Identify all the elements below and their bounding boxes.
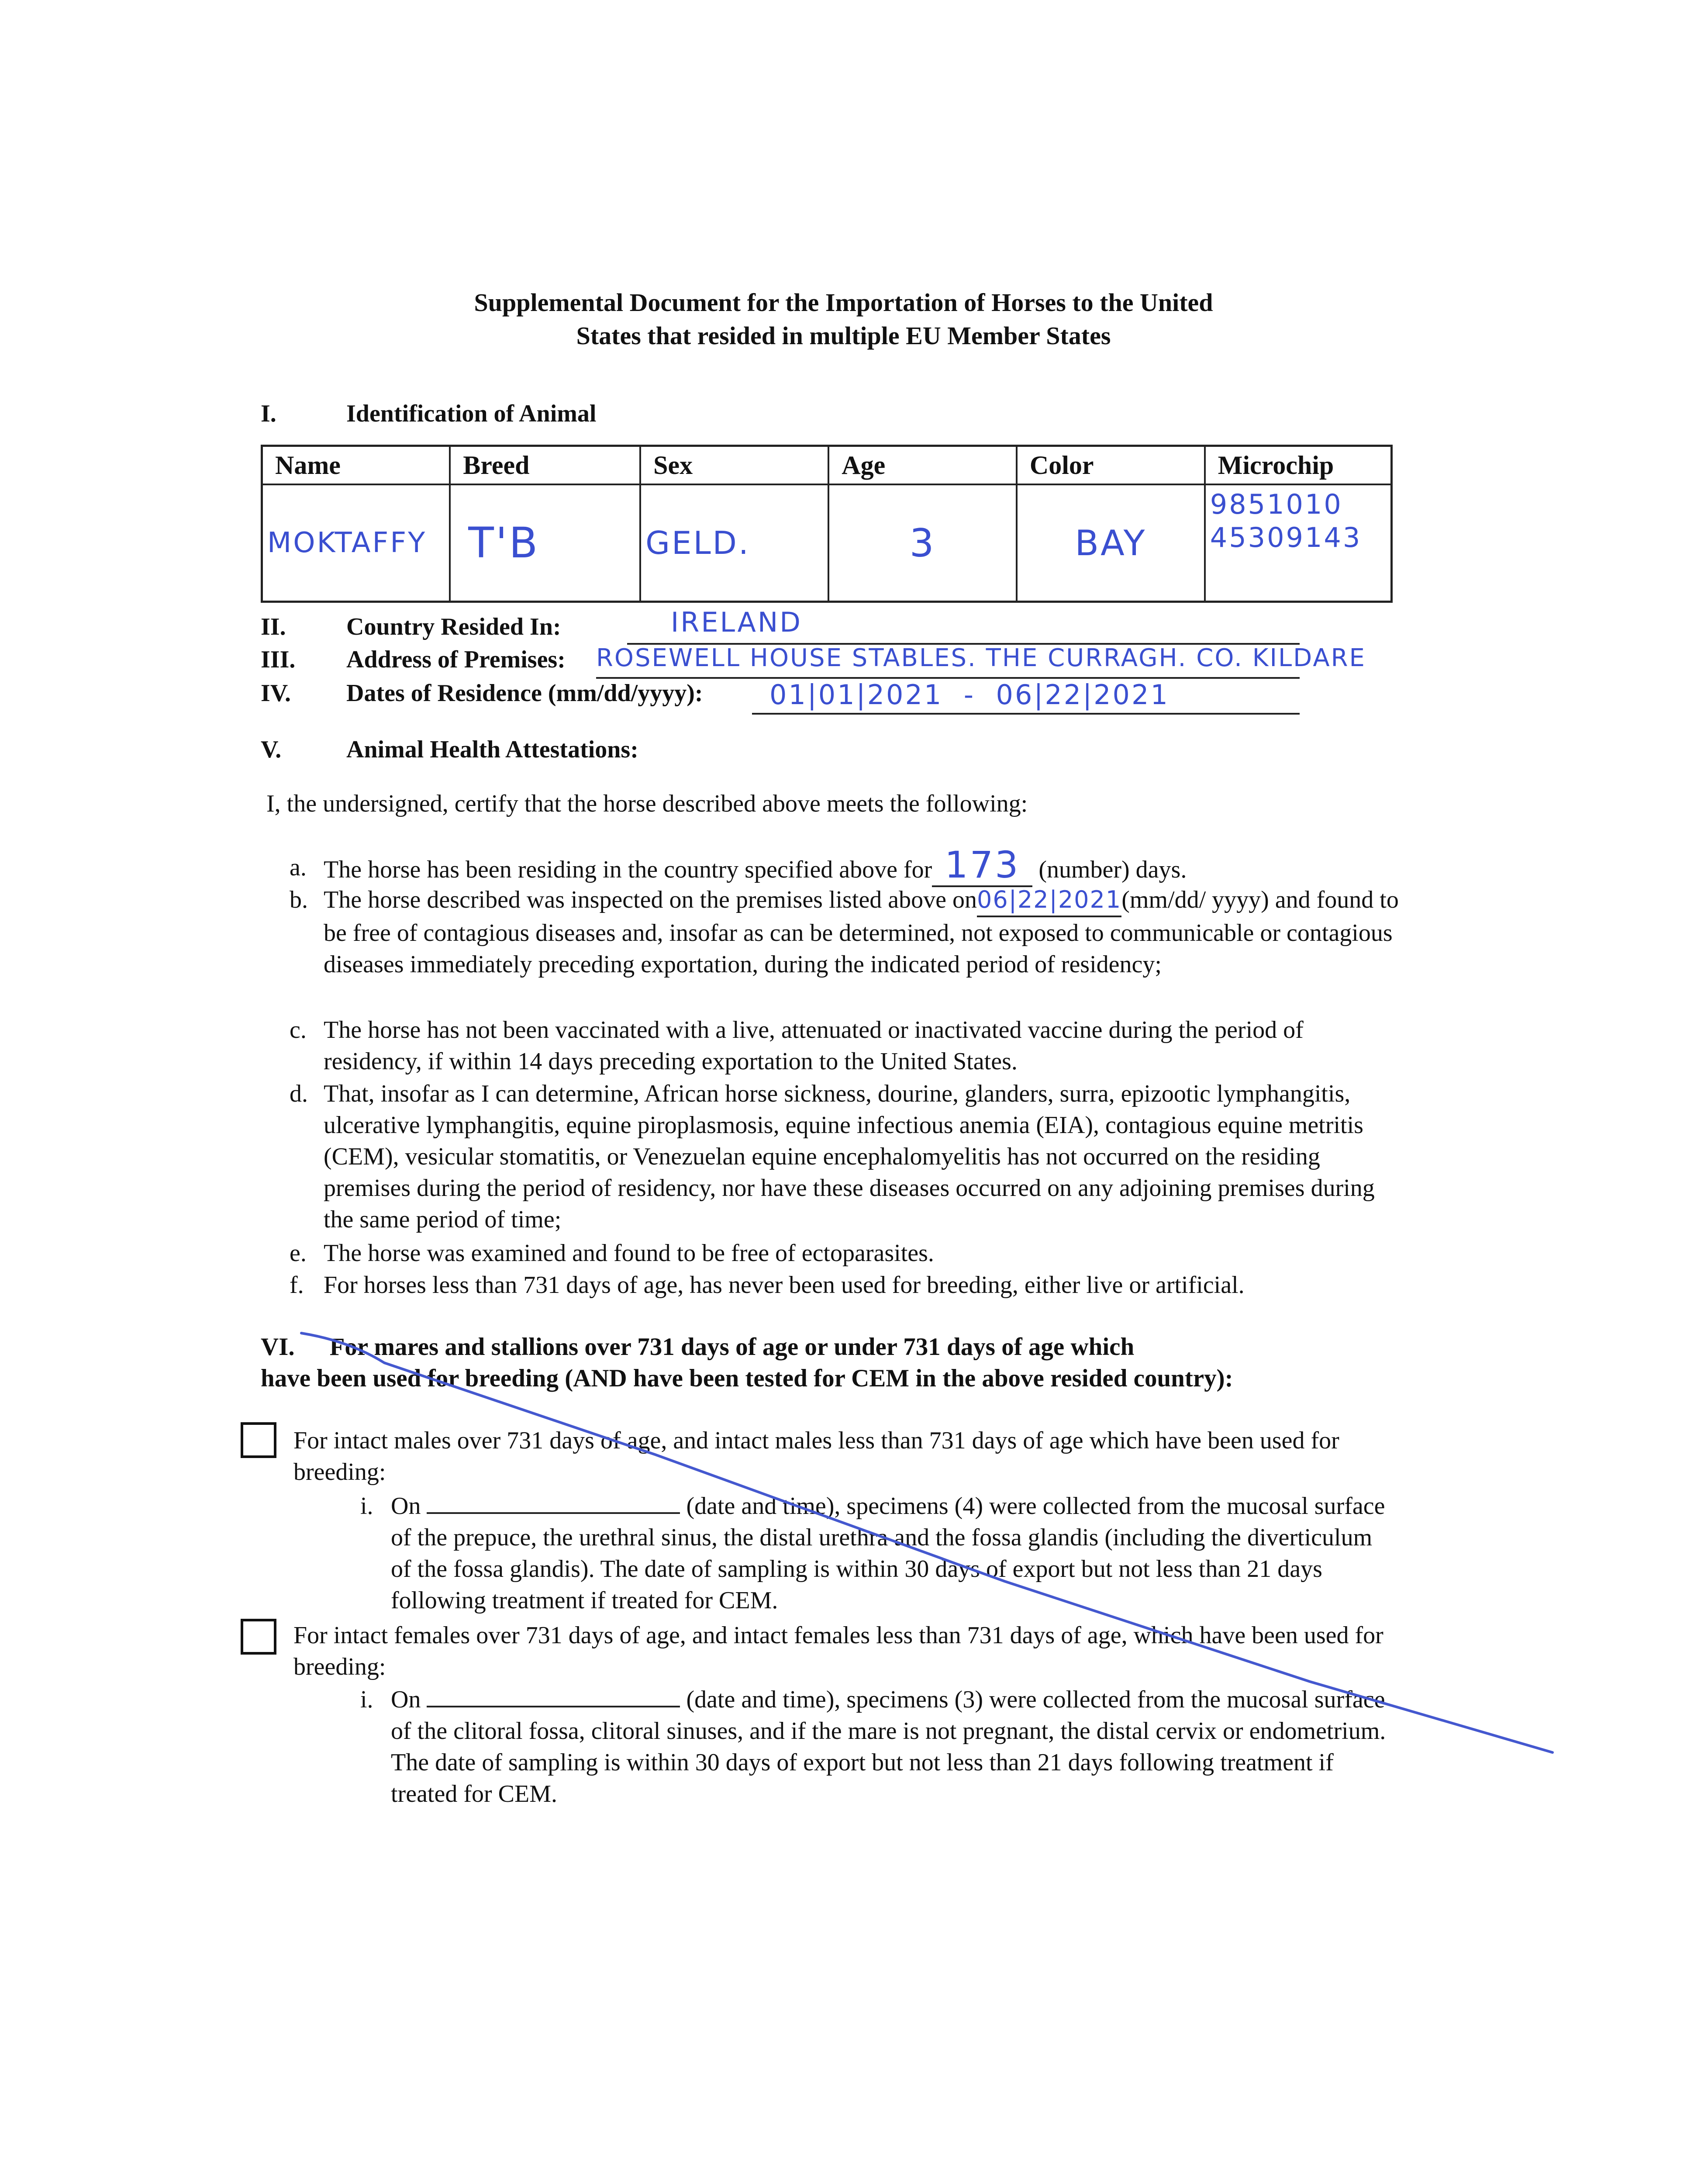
section-4-label: Dates of Residence (mm/dd/yyyy): [346,680,703,707]
item-a-text-before: The horse has been residing in the country specified above for [324,856,932,883]
item-c-text: The horse has not been vaccinated with a live, attenuated or inactivated vaccine during the period of residency, if within 14 days preceding exportation to the United States. [324,1016,1304,1075]
item-label: d. [290,1080,308,1107]
item-label: e. [290,1240,307,1267]
premises-address-value: ROSEWELL HOUSE STABLES. THE CURRAGH. CO. KILDARE [596,644,1366,672]
animal-name-field[interactable]: MOKTAFFY [262,484,450,602]
attestation-intro: I, the undersigned, certify that the horse described above meets the following: [266,790,1028,817]
item-label: f. [290,1272,304,1299]
microchip-line-1: 9851010 [1210,488,1343,520]
males-on-label: On [391,1493,421,1520]
country-value: IRELAND [671,606,803,638]
males-item-label: i. [360,1493,373,1520]
column-header-sex: Sex [640,446,828,485]
males-section-text: For intact males over 731 days of age, and intact males less than 731 days of age which have been used for breeding: [293,1427,1339,1486]
animal-color-field[interactable]: BAY [1017,484,1205,602]
item-a-text-after: (number) days. [1038,856,1187,883]
dates-of-residence-value: 01|01|2021 - 06|22|2021 [769,679,1170,711]
females-on-label: On [391,1686,421,1713]
column-header-microchip: Microchip [1205,446,1392,485]
column-header-name: Name [262,446,450,485]
females-item-text: (date and time), specimens (3) were collected from the mucosal surface of the clitoral fossa, clitoral sinuses, and if the mare is not pregnant, the distal cervix or endometrium. The date of sampling is within 30 days of export but not less than 21 days following treatment if treated for CEM. [391,1686,1386,1807]
section-2-label: Country Resided In: [346,613,561,640]
section-1-label: Identification of Animal [346,400,597,427]
column-header-color: Color [1017,446,1205,485]
section-6-number: VI. [261,1333,295,1361]
item-f-text: For horses less than 731 days of age, has never been used for breeding, either live or artificial. [324,1272,1245,1299]
section-1-number: I. [261,400,276,427]
section-6-heading-line-1: For mares and stallions over 731 days of age or under 731 days of age which [329,1333,1135,1361]
inspection-date-value: 06|22|2021 [977,886,1122,913]
section-3-label: Address of Premises: [346,646,566,673]
item-b-text-rest: yyyy) and found to be free of contagious diseases and, insofar as can be determined, not exposed to communicable or contagious diseases immediately preceding exportation, during the indicated period of residency; [324,886,1399,978]
section-4-number: IV. [261,680,291,707]
title-line-1: Supplemental Document for the Importation of Horses to the United [474,288,1213,317]
days-resided-value: 173 [945,843,1020,886]
item-e-text: The horse was examined and found to be free of ectoparasites. [324,1240,934,1267]
section-6-heading-line-2: have been used for breeding (AND have been tested for CEM in the above resided country): [261,1365,1233,1392]
section-3-number: III. [261,646,296,673]
section-5-label: Animal Health Attestations: [346,736,638,763]
males-item-text: (date and time), specimens (4) were collected from the mucosal surface of the prepuce, the urethral sinus, the distal urethra and the fossa glandis (including the diverticulum of the fossa glandis). The date of sampling is within 30 days of export but not less than 21 days following treatment if treated for CEM. [391,1493,1385,1614]
animal-sex-field[interactable]: GELD. [640,484,828,602]
item-d-text: That, insofar as I can determine, African horse sickness, dourine, glanders, surra, epizootic lymphangitis, ulcerative lymphangitis, equine piroplasmosis, equine infectious anemia (EIA), contagious equine metritis (CEM), vesicular stomatitis, or Venezuelan equine encephalomyelitis has not occurred on the residing premises during the period of residency, nor have these diseases occurred on any adjoining premises during the same period of time; [324,1080,1375,1233]
section-2-number: II. [261,613,286,640]
item-label: a. [290,854,307,881]
animal-age-field[interactable]: 3 [828,484,1017,602]
title-line-2: States that resided in multiple EU Member States [576,321,1111,350]
item-label: c. [290,1016,307,1044]
section-5-number: V. [261,736,282,763]
animal-breed-field[interactable]: T'B [450,484,640,602]
column-header-age: Age [828,446,1017,485]
item-label: b. [290,886,308,913]
column-header-breed: Breed [450,446,640,485]
item-b-text-before: The horse described was inspected on the premises listed above on [324,886,977,913]
females-item-label: i. [360,1686,373,1713]
item-b-text-after: (mm/dd/ [1121,886,1206,913]
microchip-line-2: 45309143 [1210,522,1362,553]
females-section-text: For intact females over 731 days of age, and intact females less than 731 days of age, which have been used for breeding: [293,1622,1383,1680]
